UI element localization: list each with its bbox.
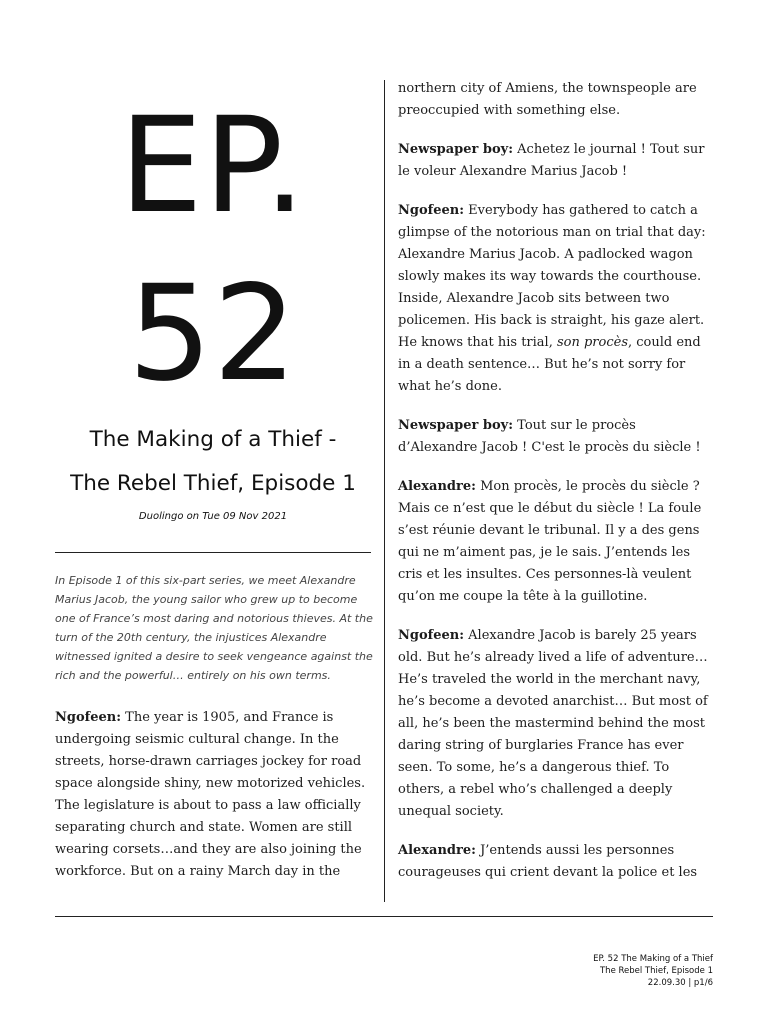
speaker-name: Newspaper boy: xyxy=(398,142,514,157)
paragraph-text: The year is 1905, and France is undergoing seismic cultural change. In the streets, horse-drawn carriages jockey for road space alongside shiny, new motorized vehicles. The legislature is about to pass a law officially separating church and state. Women are still wearing corsets…and they are also joining the workforce. But on a rainy March day in the xyxy=(55,710,366,879)
episode-heading xyxy=(55,82,371,418)
transcript-paragraph xyxy=(398,200,714,398)
transcript-paragraph xyxy=(398,625,714,823)
footer-line: EP. 52 The Making of a Thief xyxy=(593,954,713,964)
transcript-column-right xyxy=(398,78,714,901)
episode-summary: In Episode 1 of this six-part series, we meet Alexandre Marius Jacob, the young sailor who grew up to become one of France’s most daring and notorious thieves. At the turn of the 20th century, the injustices Alexandre witnessed ignited a desire to seek vengeance against the rich and the powerful… entirely on his own terms. xyxy=(55,574,373,682)
paragraph-italic: son procès xyxy=(556,335,628,350)
transcript-column-left xyxy=(55,707,373,883)
page-footer xyxy=(593,953,713,989)
footer-page-info: 22.09.30 | p1/6 xyxy=(647,978,713,988)
footer-line: The Rebel Thief, Episode 1 xyxy=(599,966,713,976)
episode-title xyxy=(55,418,371,506)
paragraph-text: J’entends aussi les personnes courageuses qui crient devant la police et les xyxy=(398,843,698,880)
transcript-paragraph xyxy=(398,139,714,183)
paragraph-text: , could end in a death sentence… But he’s not sorry for what he’s done. xyxy=(398,335,701,394)
paragraph-text: Tout sur le procès d’Alexandre Jacob ! C'est le procès du siècle ! xyxy=(398,418,701,455)
column-divider xyxy=(384,80,385,902)
transcript-paragraph xyxy=(55,707,373,883)
transcript-paragraph: northern city of Amiens, the townspeople are preoccupied with something else. xyxy=(398,81,697,118)
paragraph-text: Everybody has gathered to catch a glimpse of the notorious man on trial that day: Alexandre Marius Jacob. A padlocked wagon slowly makes its way towards the courthouse. Inside, Alexandre Jacob sits between two policemen. His back is straight, his gaze alert. He knows that his trial, xyxy=(398,203,706,350)
transcript-paragraph xyxy=(398,415,714,459)
speaker-name: Ngofeen: xyxy=(55,710,122,725)
transcript-paragraph xyxy=(398,840,714,884)
episode-label: EP. xyxy=(119,89,307,243)
speaker-name: Newspaper boy: xyxy=(398,418,514,433)
paragraph-text: Mon procès, le procès du siècle ? Mais ce n’est que le début du siècle ! La foule s’est réunie devant le tribunal. Il y a des gens qui ne m’aiment pas, je le sais. J’entends les cris et les insultes. Ces personnes-là veulent qu’on me coupe la tête à la guillotine. xyxy=(398,479,702,604)
byline: Duolingo on Tue 09 Nov 2021 xyxy=(138,511,288,522)
speaker-name: Ngofeen: xyxy=(398,203,465,218)
footer-divider xyxy=(55,916,713,917)
episode-title-line1: The Making of a Thief - xyxy=(89,427,337,452)
episode-number: 52 xyxy=(128,257,298,411)
paragraph-text: Alexandre Jacob is barely 25 years old. But he’s already lived a life of adventure… He’s traveled the world in the merchant navy, he’s become a devoted anarchist… But most of all, he’s been the mastermind behind the most daring string of burglaries France has ever seen. To some, he’s a dangerous thief. To others, a rebel who’s challenged a deeply unequal society. xyxy=(398,628,708,819)
speaker-name: Alexandre: xyxy=(398,843,476,858)
episode-title-line2: The Rebel Thief, Episode 1 xyxy=(70,471,356,496)
speaker-name: Alexandre: xyxy=(398,479,476,494)
divider-left xyxy=(55,552,371,553)
speaker-name: Ngofeen: xyxy=(398,628,465,643)
paragraph-text: Achetez le journal ! Tout sur le voleur Alexandre Marius Jacob ! xyxy=(398,142,705,179)
transcript-paragraph xyxy=(398,476,714,608)
